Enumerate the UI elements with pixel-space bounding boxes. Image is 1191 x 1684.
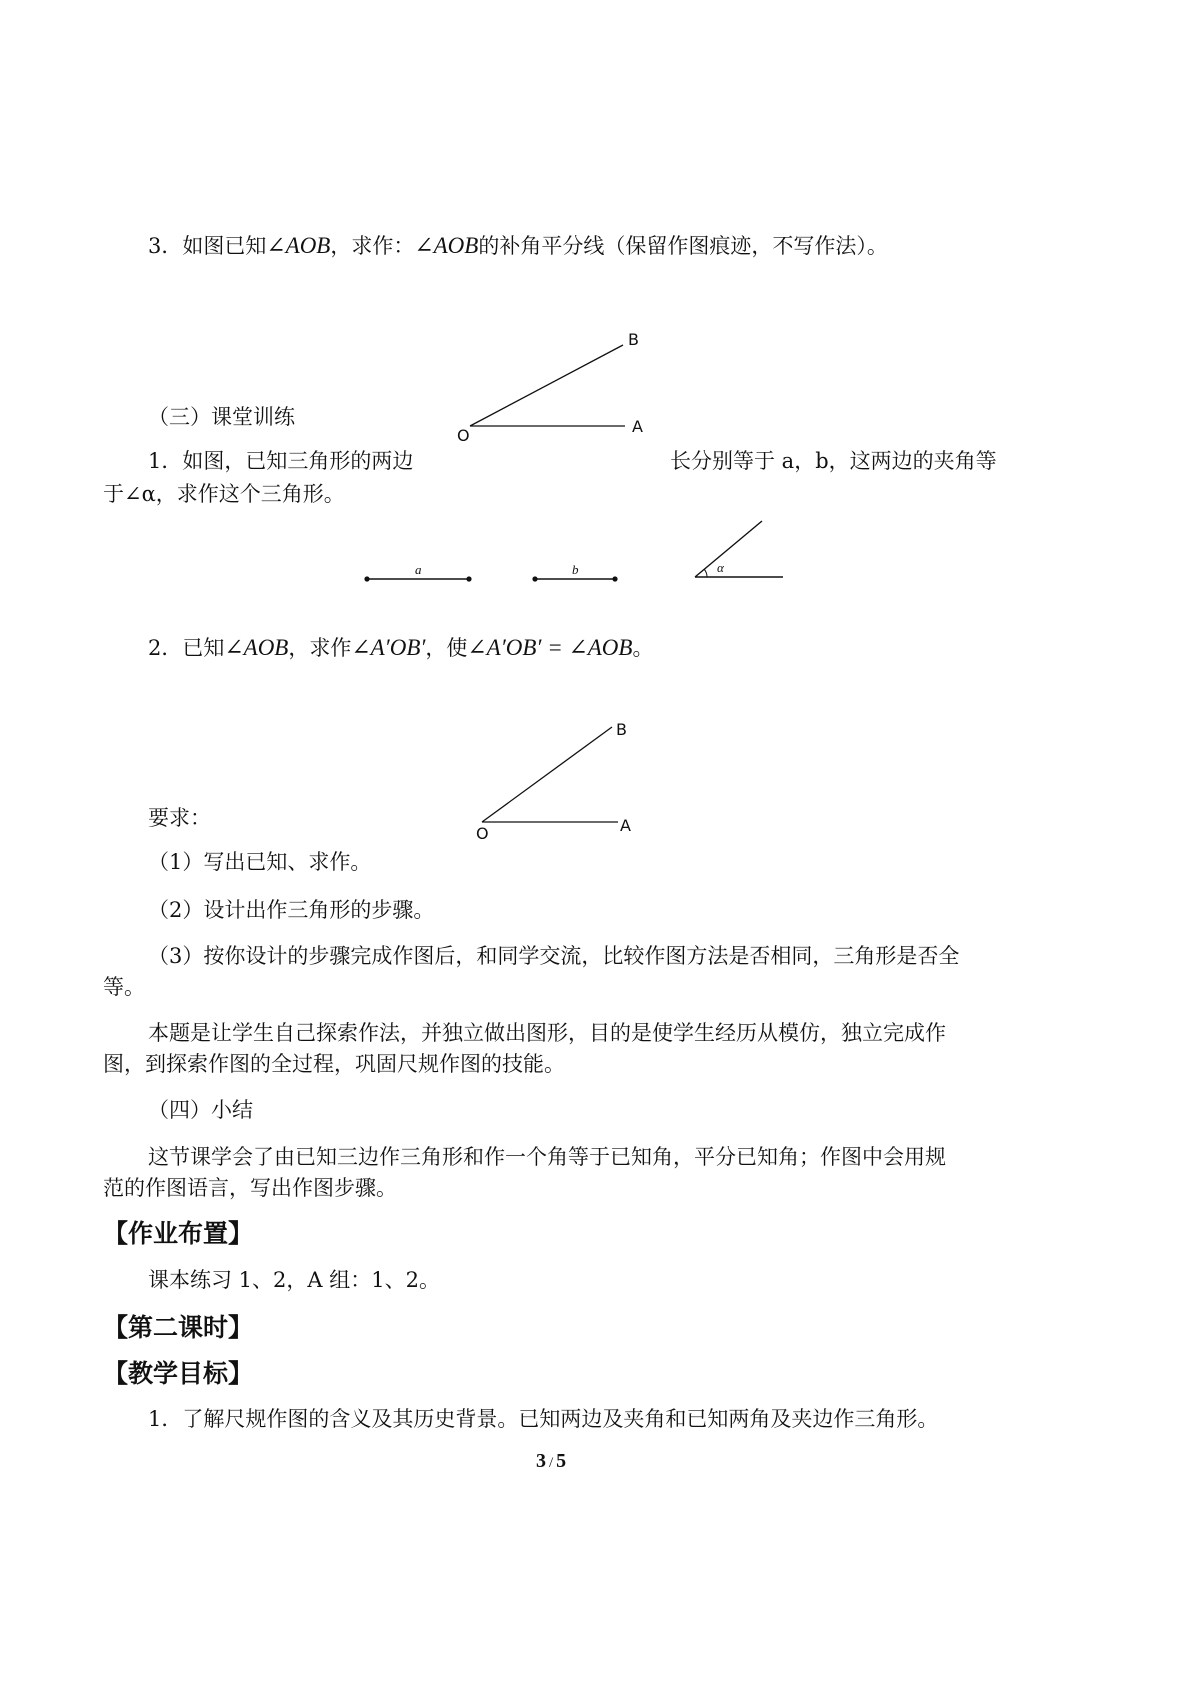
heading-teaching-goals: 【教学目标】 [103, 1359, 254, 1388]
current-page: 3 [536, 1450, 546, 1472]
question-text: 如图已知 [182, 234, 267, 258]
point-b-label: B [616, 720, 627, 739]
heading-homework: 【作业布置】 [103, 1219, 254, 1248]
segments-figure [355, 510, 795, 590]
question-number: 3． [148, 234, 183, 258]
page-separator: / [549, 1455, 554, 1471]
problem-number: 1． [148, 449, 183, 473]
angle-aob-figure-2 [470, 715, 670, 845]
total-pages: 5 [556, 1450, 567, 1472]
point-o-label: O [476, 824, 489, 843]
angle-expression: ∠A′OB′ [351, 635, 426, 660]
question-3 [148, 232, 888, 260]
problem-text: ，求作 [288, 636, 352, 660]
point-o-label: O [457, 426, 470, 445]
section-title-summary: （四）小结 [148, 1098, 253, 1122]
requirement-2: （2）设计出作三角形的步骤。 [148, 898, 435, 922]
angle-expression: ∠AOB [266, 233, 331, 258]
problem-2 [148, 634, 653, 662]
problem-1-line-2: 于∠α，求作这个三角形。 [103, 482, 345, 506]
requirement-1: （1）写出已知、求作。 [148, 850, 372, 874]
summary-line-1: 这节课学会了由已知三边作三角形和作一个角等于已知角，平分已知角；作图中会用规 [148, 1145, 946, 1169]
point-a-label: A [620, 816, 631, 835]
angle-alpha-label: α [717, 560, 724, 575]
homework-text: 课本练习 1、2，A 组：1、2。 [148, 1268, 440, 1292]
angle-aob-figure-1 [455, 325, 665, 445]
problem-number: 2． [148, 636, 183, 660]
heading-second-lesson: 【第二课时】 [103, 1313, 254, 1342]
problem-text: ，使 [425, 636, 468, 660]
problem-text: 。 [632, 636, 654, 660]
equation-expression: ∠A′OB′ = ∠AOB [467, 635, 633, 660]
problem-text: 已知 [182, 636, 225, 660]
paragraph-line-1: 本题是让学生自己探索作法，并独立做出图形，目的是使学生经历从模仿，独立完成作 [148, 1021, 946, 1045]
summary-line-2: 范的作图语言，写出作图步骤。 [103, 1176, 397, 1200]
problem-text: 如图，已知三角形的两边 [182, 449, 414, 473]
segment-b-label: b [572, 562, 579, 577]
problem-1-line-1b: 长分别等于 a，b，这两边的夹角等 [670, 449, 997, 473]
paragraph-line-2: 图，到探索作图的全过程，巩固尺规作图的技能。 [103, 1052, 565, 1076]
question-text: 的补角平分线（保留作图痕迹，不写作法）。 [478, 234, 888, 258]
point-b-label: B [628, 330, 639, 349]
requirement-3-line-1: （3）按你设计的步骤完成作图后，和同学交流，比较作图方法是否相同，三角形是否全 [148, 944, 960, 968]
requirements-title: 要求： [148, 806, 211, 830]
point-a-label: A [632, 417, 643, 436]
angle-expression: ∠AOB [224, 635, 289, 660]
question-text: ，求作： [330, 234, 415, 258]
section-title-practice: （三）课堂训练 [148, 405, 295, 429]
page-number [536, 1450, 566, 1473]
segment-a-label: a [415, 562, 422, 577]
angle-expression: ∠AOB [414, 233, 479, 258]
requirement-3-line-2: 等。 [103, 975, 145, 999]
problem-1-line-1a [148, 447, 413, 475]
goal-1: 1．了解尺规作图的含义及其历史背景。已知两边及夹角和已知两角及夹边作三角形。 [148, 1407, 939, 1431]
